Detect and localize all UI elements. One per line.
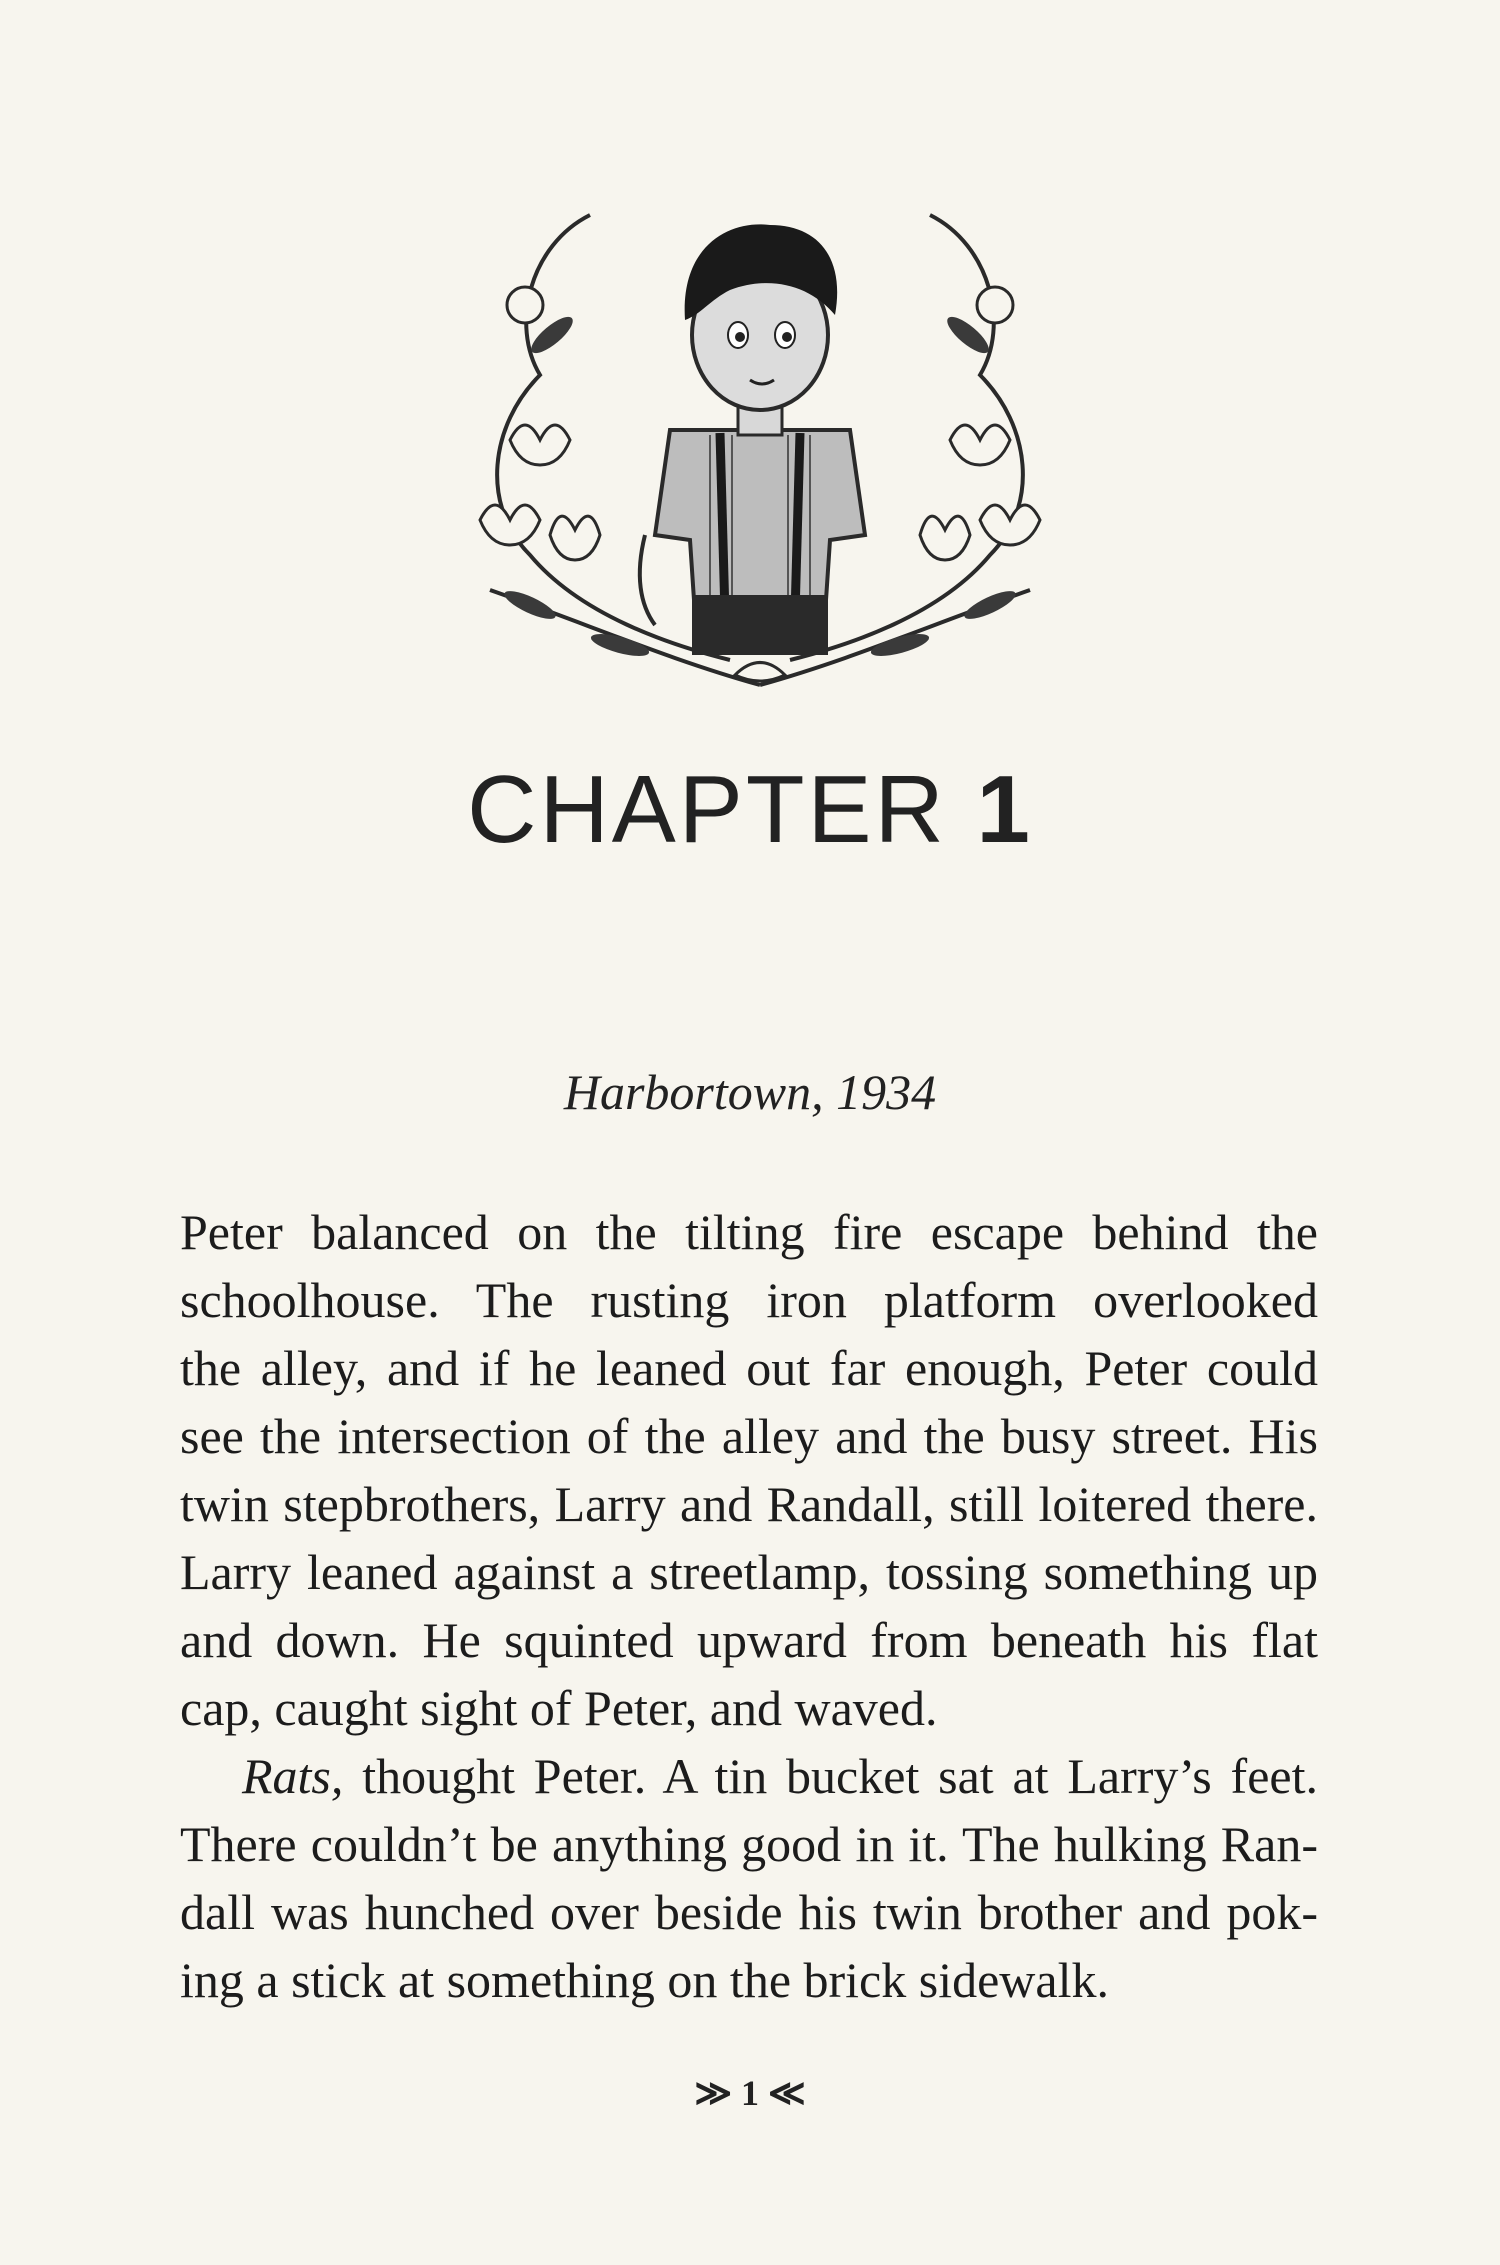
chapter-illustration [470,205,1050,715]
chapter-label: CHAPTER [467,756,947,863]
boy-figure [640,224,865,655]
paragraph [180,1742,1318,2014]
page-footer [0,2072,1500,2114]
text-line: ing a stick at something on the brick sidewalk. [180,1952,1109,2008]
text-line: schoolhouse. The rusting iron platform overlooked [180,1272,1318,1328]
text-line [180,1742,1318,1810]
chapter-heading [0,755,1500,865]
text-line-rest: thought Peter. A tin bucket sat at Larry’s feet. [343,1748,1318,1804]
dateline: Harbortown, 1934 [563,1064,937,1120]
text-line: and down. He squinted upward from beneath his flat [180,1612,1318,1668]
right-ornament-icon: ≪ [768,2073,806,2113]
text-line: cap, caught sight of Peter, and waved. [180,1680,938,1736]
italic-lead: Rats, [242,1748,344,1804]
text-line: Peter balanced on the tilting fire escape behind the [180,1204,1318,1260]
left-ornament-icon: ≫ [694,2073,732,2113]
chapter-number: 1 [976,756,1033,863]
paragraph [180,1198,1318,1742]
text-line: dall was hunched over beside his twin brother and pok- [180,1884,1318,1940]
text-line: the alley, and if he leaned out far enough, Peter could [180,1340,1318,1396]
text-line: There couldn’t be anything good in it. The hulking Ran- [180,1816,1318,1872]
text-line: Larry leaned against a streetlamp, tossing something up [180,1544,1318,1600]
text-line: twin stepbrothers, Larry and Randall, still loitered there. [180,1476,1318,1532]
body-text [180,1198,1318,2014]
page-number: 1 [741,2073,759,2113]
text-line: see the intersection of the alley and the busy street. His [180,1408,1318,1464]
